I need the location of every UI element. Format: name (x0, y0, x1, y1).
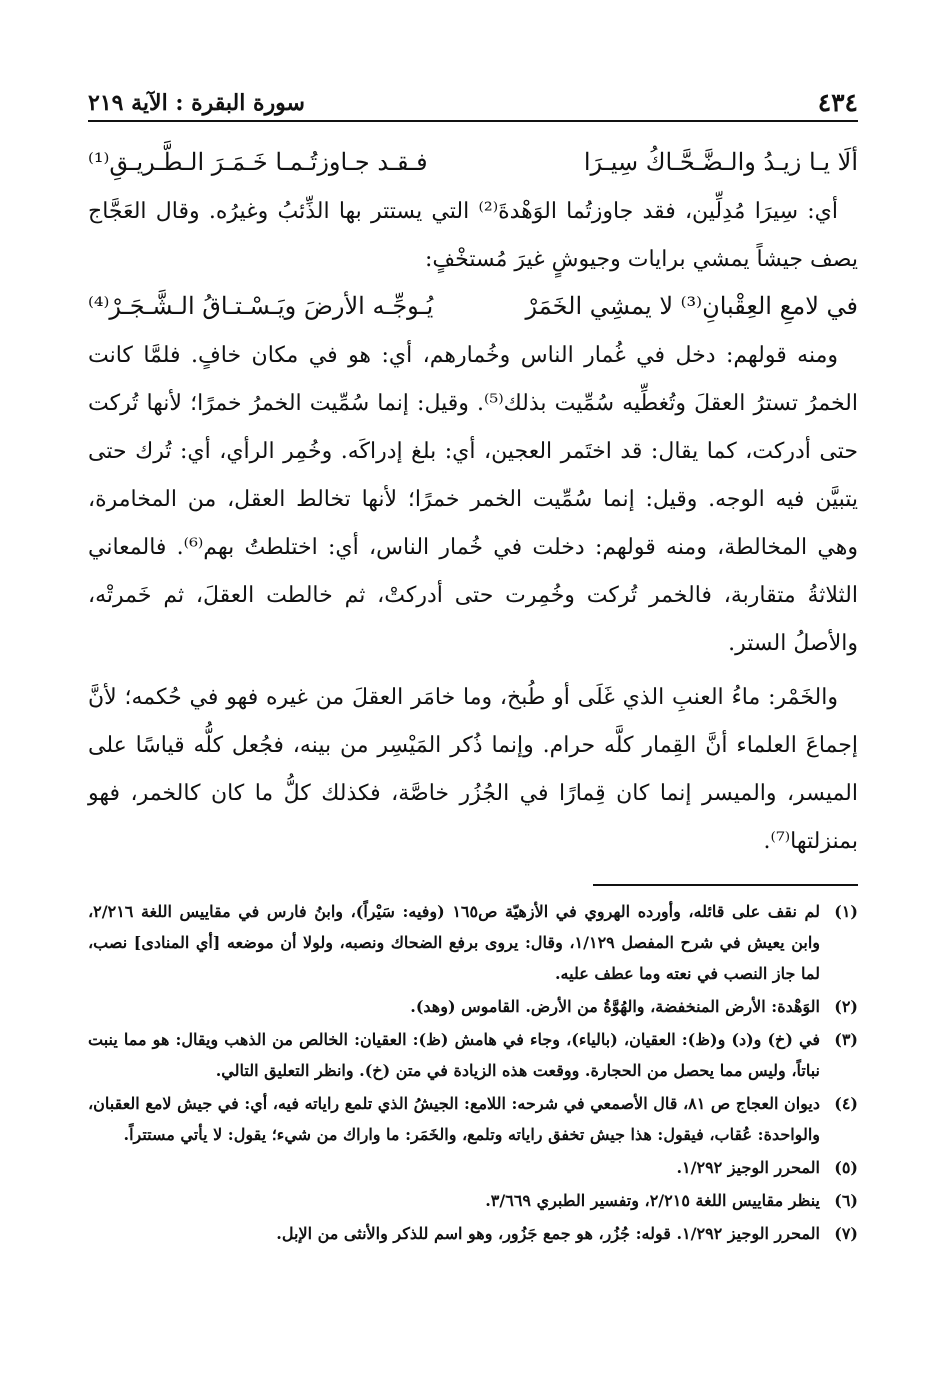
body-paragraph: والخَمْر: ماءُ العنبِ الذي غَلَى أو طُبخ، وما خامَر العقلَ من غيره فهو في حُكمه؛ لأنَّ إجماعَ العلماء أنَّ القِمار كلَّه حرام. وإنما ذُكر المَيْسِر من بينه، فجُعل كلُّه قياسًا على الميسر، والميسر إنما كان قِمارًا في الجُزُر خاصَّة، فكذلك كلُّ ما كان كالخمر، فهو بمنزلتها⁽⁷⁾. (88, 685, 858, 854)
footnotes (88, 896, 858, 1249)
footnote-number: (٥) (834, 1158, 858, 1177)
footnote (88, 1024, 858, 1086)
footnote-number: (٢) (834, 997, 858, 1016)
book-page (88, 86, 858, 1366)
footnote-text: ينظر مقاييس اللغة ٢/٢١٥، وتفسير الطبري ٣/٦٦٩. (485, 1191, 820, 1210)
footnote-number: (٣) (834, 1030, 858, 1049)
page-header (88, 86, 858, 122)
footnote-number: (٤) (834, 1094, 858, 1113)
body-paragraph: ومنه قولهم: دخل في غُمار الناس وخُمارهم، أي: هو في مكان خافٍ. فلمَّا كانت الخمرُ تسترُ العقلَ وتُغطِّيه سُمِّيت بذلك⁽⁵⁾. وقيل: إنما سُمِّيت الخمرُ خمرًا؛ لأنها تُركت حتى أدركت، كما يقال: قد اختَمر العجين، أي: بلغ إدراكَه. وخُمِر الرأي، أي: تُرك حتى يتبيَّن فيه الوجه. وقيل: إنما سُمِّيت الخمر خمرًا؛ لأنها تخالط العقل، من المخامرة، وهي المخالطة، ومنه قولهم: دخلت في خُمار الناس، أي: اختلطتُ بهم⁽⁶⁾. فالمعاني الثلاثةُ متقاربة، فالخمر تُركت وخُمِرت حتى أدركتْ، ثم خالطت العقلَ، ثم خَمرتْه، والأصلُ الستر. (88, 343, 858, 656)
footnote-number: (١) (834, 902, 858, 921)
footnote (88, 896, 858, 989)
verse-first-hemistich: ألَا يـا زيـدُ والـضَّـحَّـاكُ سِيـرَا (583, 148, 858, 176)
footnote-separator (593, 884, 858, 886)
footnote-text: الوَهْدة: الأرض المنخفضة، والهُوَّةُ من الأرض. القاموس (وهد). (410, 997, 820, 1016)
verse-second-hemistich: يُـوجِّـه الأرضَ ويَـسْـتـاقُ الـشَّـجَـرْ⁽⁴⁾ (88, 292, 434, 320)
running-head: سورة البقرة : الآية ٢١٩ (88, 90, 305, 116)
footnote (88, 1088, 858, 1150)
footnote-text: لم نقف على قائله، وأورده الهروي في الأزهيّة ص١٦٥ (وفيه: سَيْراً)، وابنُ فارس في مقاييس اللغة ٢/٢١٦، وابن يعيش في شرح المفصل ١/١٢٩، وقال: يروى برفع الضحاك ونصبه، ولولا أن موضعه [أي المنادى] نصب، لما جاز النصب في نعته وما عطف عليه. (88, 902, 821, 983)
footnote-number: (٦) (834, 1191, 858, 1210)
poem-verse (88, 286, 858, 326)
footnote-text: المحرر الوجيز ١/٢٩٢. قوله: جُزُر، هو جمع جَزُور، وهو اسم للذكر والأنثى من الإبل. (276, 1224, 820, 1243)
footnote (88, 1152, 858, 1183)
page-number: ٤٣٤ (817, 88, 858, 117)
body-paragraph: أي: سِيرَا مُدِلِّين، فقد جاوزتُما الوَهْدةَ⁽²⁾ التي يستتر بها الذِّئبُ وغيرُه. وقال العَجَّاج يصف جيشاً يمشي برايات وجيوشٍ غيرَ مُستخْفٍ: (88, 199, 858, 272)
footnote-text: في (خ) و(د) و(ظ): العقيان، (بالياء)، وجاء في هامش (ظ): العقيان: الخالص من الذهب ويقال: هو مما ينبت نباتاً، وليس مما يحصل من الحجارة. ووقعت هذه الزيادة في متن (خ). وانظر التعليق التالي. (88, 1030, 821, 1080)
footnote-text: المحرر الوجيز ١/٢٩٢. (676, 1158, 820, 1177)
verse-first-hemistich: في لامعِ العِقْبانِ⁽³⁾ لا يمشِي الخَمَرْ (525, 292, 858, 320)
footnote (88, 1185, 858, 1216)
verse-second-hemistich: فـقـد جـاوزتُـمـا خَـمَـرَ الـطَّـريـقِ⁽¹⁾ (88, 148, 428, 176)
footnote (88, 991, 858, 1022)
poem-verse (88, 142, 858, 182)
footnote-number: (٧) (834, 1224, 858, 1243)
footnote-text: ديوان العجاج ص ٨١، قال الأصمعي في شرحه: اللامع: الجيشُ الذي تلمع راياته فيه، أي: في جيش لامع العقبان، والواحدة: عُقاب، فيقول: هذا جيش تخفق راياته وتلمع، والخَمَر: ما واراك من شيء؛ يقول: لا يأتي مستتراً. (88, 1094, 820, 1144)
footnote (88, 1218, 858, 1249)
